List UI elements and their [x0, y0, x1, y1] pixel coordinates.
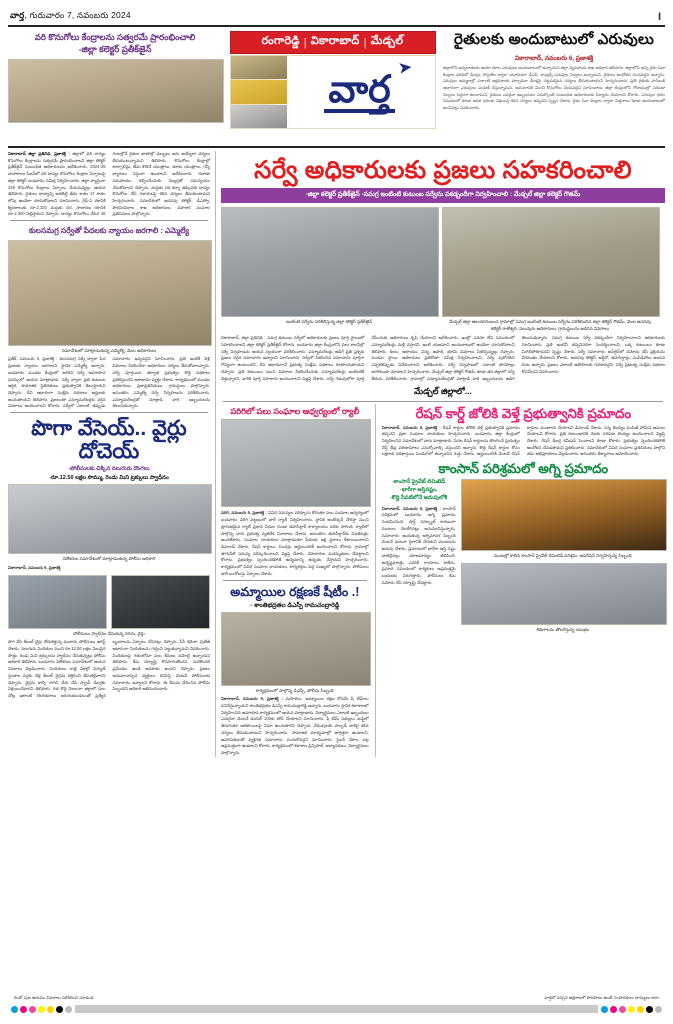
- left-story3-headline: పొగా వేసెయ్.. వైర్లు దోచెయ్: [31, 417, 187, 464]
- thumb-statue-icon: [231, 80, 287, 103]
- footer-note-right: వార్తలో వచ్చిన అక్షరాలలో పొరపాటు ఉంటే సంపాదకులు బాధ్యులు కారు: [544, 995, 659, 1000]
- left-story2-caption: సమావేశంలో మాట్లాడుతున్న ఎమ్మెల్యే, వెంట అధికారులు: [61, 347, 157, 353]
- left-story1-lead-text: వికారాబాద్ జిల్లా ప్రతినిధి, ప్రజాశక్తి :: [8, 151, 70, 156]
- reg-dot-black-right: [646, 1006, 653, 1013]
- masthead-left-headline-block: [8, 31, 222, 123]
- right-story1-text: రేషన్ కార్డుల జోలికి వెళ్తే ప్రభుత్వానికి ప్రమాదం తప్పదని ప్రజా సంఘాల నాయకులు హెచ్చరించారు. బుధవారం జిల్లా కేంద్రంలో నిర్వహించిన సమావేశంలో వారు మాట్లాడారు. పేదల రేషన్ కార్డులను తొలగించే ప్రయత్నం చేస్తే తీవ్ర పరిణామాలు ఎదుర్కోవాల్సి వస్తుందని అన్నారు. కొత్త రేషన్ కార్డుల కోసం లక్షలాది దరఖాస్తులు పెండింగ్‌లో ఉన్నాయని గుర్తు చేశారు. అర్హులందరికీ వెంటనే రేషన్ కార్డులు మంజూరు చేయాలని డిమాండ్ చేశారు. సన్న బియ్యం పంపిణీ హామీని అమలు చేయాలని కోరారు. ప్రతి కుటుంబానికి నెలకు సరిపడా బియ్యం అందించాలని విజ్ఞప్తి చేశారు. రేషన్ డీలర్ల కమీషన్ పెంచాలని కూడా కోరారు. ప్రభుత్వం స్పందించకపోతే ఆందోళన చేపడతామని ప్రకటించారు. సమావేశంలో వివిధ సంఘాల ప్రతినిధులు పాల్గొని తమ అభిప్రాయాలు వెల్లడించారు. అనంతరం తీర్మానాలు ఆమోదించారు.: [381, 424, 665, 457]
- left-story3-caption2: పోలీసులు స్వాధీనం చేసుకున్న నగదు, వైర్లు: [73, 630, 145, 636]
- district-vikarabad: వికారాబాద్: [310, 35, 360, 47]
- mid-story2-body: [221, 696, 369, 756]
- photo-accused-lineup: [8, 575, 107, 629]
- left-story2-body: ప్రతీక్, నవంబరు 6, ప్రజాశక్తి : కులసమగ్ర సర్వే ద్వారా పేద ప్రజలకు న్యాయం జరగాలని స్థానిక ఎమ్మెల్యే అన్నారు. బుధవారం మండల కేంద్రంలో జరిగిన సర్వే అవగాహన సదస్సులో ఆయన మాట్లాడారు. సర్వే ద్వారా ప్రతి కుటుంబ ఆర్థిక, సామాజిక స్థితిగతులు ప్రభుత్వానికి తెలుస్తాయని చెప్పారు. దీని ఆధారంగా సంక్షేమ పథకాలు అర్హులకు అందుతాయని తెలిపారు. ప్రజలంతా ఎన్యూమరేటర్లకు సరైన వివరాలు అందించాలని కోరారు. సర్వేలో ఎలాంటి తప్పుడు సమాచారం ఇవ్వవద్దని సూచించారు. ప్రతి ఇంటికీ వెళ్లి వివరాలు సేకరించేలా అధికారులు చర్యలు తీసుకోవాలన్నారు. సర్వే పూర్తయిన తర్వాత ప్రభుత్వం కొత్త పథకాలు ప్రకటిస్తుందని ఆశాభావం వ్యక్తం చేశారు. కార్యక్రమంలో మండల అధికారులు, ప్రజాప్రతినిధులు, గ్రామస్థులు పాల్గొన్నారు. అనంతరం ఎమ్మెల్యే సర్వే నిర్వహణను పరిశీలించారు. ఎన్యూమరేటర్లతో మాట్లాడి వారి ఇబ్బందులను తెలుసుకున్నారు.: [8, 356, 210, 409]
- main-story-caption-left: ఇంటింటి సర్వేను పరిశీలిస్తున్న జిల్లా కలెక్టర్ ప్రతీక్‌జైన్: [285, 319, 373, 325]
- thumb-bus-icon: [231, 105, 287, 128]
- registration-bar: [75, 1005, 598, 1013]
- mid-story2-sub: - శాంతిభద్రతల డిఎస్పీ రామచంద్రారెడ్డి: [250, 601, 340, 609]
- right-story2-body: [382, 506, 456, 587]
- left-column: [8, 151, 210, 757]
- masthead-right-story: [443, 31, 665, 111]
- bird-icon: ➤: [396, 57, 414, 78]
- masthead-right-headline: రైతులకు అందుబాటులో ఎరువులు: [454, 31, 654, 48]
- registration-marks-row: [8, 1004, 665, 1014]
- main-story-caption-right: మేడ్చల్ జిల్లా ఆలయానుబంధ గ్రామాల్లో సమగ్ర ఇంటింటి కుటుంబ సర్వేను పరిశీలించిన జిల్లా కలెక్టర్ గౌతమ్, వెంట అదనపు కలెక్టర్ రాజేశ్వరి, పలువురు అధికారులు, గ్రామస్థులను అడిగిన వివరాలు: [448, 319, 652, 331]
- left-story3-byline: [8, 565, 210, 572]
- right-story1-headline: రేషన్ కార్డ్ జోలికి వెళ్తే ప్రభుత్వానికి ప్రమాదం: [415, 406, 632, 422]
- photo-dsp-shetheam-awareness: [221, 612, 371, 686]
- left-story1-body: [8, 151, 210, 218]
- mid-story1-body: [221, 510, 369, 577]
- left-story1-text: జిల్లాలో వరి ధాన్యం కొనుగోలు కేంద్రాలను సత్వరమే ప్రారంభించాలని జిల్లా కలెక్టర్ ప్రతీక్‌జైన్ సంబంధిత అధికారులను ఆదేశించారు. 2024-25 వానాకాలం సీజన్‌లో వరి ధాన్యం కొనుగోలు కేంద్రాల ఏర్పాటుపై జిల్లా కలెక్టర్ బుధవారం సమీక్ష నిర్వహించారు. జిల్లా వ్యాప్తంగా 236 కొనుగోలు కేంద్రాలు ఏర్పాటు చేయనున్నట్లు ఆయన తెలిపారు. రైతులు ధాన్యాన్ని ఆరబెట్టి తేమ శాతం 17 శాతం లోపు ఉండేలా చూసుకోవాలని సూచించారు. గ్రేడ్-ఏ రకానికి క్వింటాలుకు రూ.2,320 మద్దతు ధర, సాధారణ రకానికి రూ.2,300 చెల్లిస్తామని చెప్పారు. ధాన్యం కొనుగోలు చేసిన 48 గంటల్లోనే రైతుల ఖాతాల్లో డబ్బులు జమ అయ్యేలా చర్యలు తీసుకుంటున్నామని తెలిపారు. కొనుగోలు కేంద్రాల్లో టార్పాలిన్లు, తేమ కొలిచే యంత్రాలు, తూకం యంత్రాలు, గన్నీ బ్యాగులు సిద్ధంగా ఉంచాలని ఆదేశించారు. రవాణా సదుపాయం కల్పించేందుకు మిల్లర్లతో సమన్వయం చేసుకోవాలని చెప్పారు. మద్దతు ధర కన్నా తక్కువకు ధాన్యం కొనుగోలు చేసే దళారులపై కఠిన చర్యలు తీసుకుంటామని హెచ్చరించారు. సమావేశంలో అదనపు కలెక్టర్, డీఎస్వో, పౌరసరఫరాల శాఖ అధికారులు, సహకార సంఘాల ప్రతినిధులు పాల్గొన్నారు.: [8, 151, 210, 217]
- photo-collector-office-meeting: [8, 59, 224, 123]
- masthead-left-headline: [8, 31, 222, 56]
- left-story3-caption1: విలేకరుల సమావేశంలో మాట్లాడుతున్న పోలీసు అధికారి: [62, 556, 156, 562]
- reg-dot-pink-right: [619, 1006, 626, 1013]
- left-story1-lead: [8, 151, 70, 156]
- left-divider-2: [10, 412, 208, 413]
- reg-dot-cyan-left: [11, 1006, 18, 1013]
- main-story-subheading: మేడ్చల్ జిల్లాలో...: [414, 386, 472, 397]
- right-story2-sub3: -కొద్ది సేపటిలోనే అదుపులోకి: [389, 494, 448, 501]
- mid-divider-1: [223, 580, 367, 581]
- left-story2-headline: కులసమగ్ర సర్వేతో పేదలకు న్యాయం జరగాలి : ఎమ్మెల్యే: [28, 226, 190, 236]
- right-story1-byline: వికారాబాద్, నవంబరు 6, ప్రజాశక్తి :: [381, 424, 441, 430]
- masthead-district-banner: [230, 31, 436, 54]
- dateline: [10, 10, 131, 23]
- masthead-logo-block: [230, 31, 436, 129]
- right-story2-headline: కాంసాన్ పరిశ్రమలో అగ్ని ప్రమాదం: [438, 461, 609, 477]
- masthead-left-headline-line2: -జిల్లా కలెక్టర్ ప్రతీక్‌జైన్: [78, 44, 152, 55]
- mid-story1-byline: పరిగి, నవంబరు 6, ప్రజాశక్తి :: [221, 510, 267, 516]
- reg-dot-grey-left: [65, 1006, 72, 1013]
- right-story2-media: [382, 479, 665, 633]
- registration-dots-right: [598, 1006, 665, 1013]
- masthead-left-headline-line1: వరి కొనుగోలు కేంద్రాలను సత్వరమే ప్రారంభించాలి: [34, 32, 196, 42]
- center-right-area: [215, 151, 665, 757]
- registration-dots-left: [8, 1006, 75, 1013]
- right-story1-body: [382, 425, 665, 459]
- page-number: I: [657, 11, 661, 23]
- main-story-photos: [221, 207, 665, 332]
- reg-dot-gold-left: [47, 1006, 54, 1013]
- masthead-right-byline: వికారాబాద్, నవంబరు 6, ప్రజాశక్తి: [514, 55, 594, 62]
- center-divider-1: [223, 401, 663, 402]
- dateline-paper-name: వార్త: [10, 10, 25, 20]
- mid-story1-text: వివిధ సమస్యల పరిష్కారం కోరుతూ పలు సంఘాల ఆధ్వర్యంలో బుధవారం పరిగి పట్టణంలో భారీ ర్యాలీ నిర్వహించారు. స్థానిక అంబేద్కర్ చౌరస్తా నుంచి ప్రారంభమైన ర్యాలీ ప్రధాన వీధుల గుండా తహసీల్దార్ కార్యాలయం వరకు సాగింది. ర్యాలీలో పాల్గొన్న వారు ప్రభుత్వ వ్యతిరేక నినాదాలు చేశారు. అనంతరం తహసీల్దార్‌కు వినతిపత్రం అందజేశారు. సంఘాల నాయకులు మాట్లాడుతూ పేదలకు ఇళ్ల స్థలాలు కేటాయించాలని డిమాండ్ చేశారు. రేషన్ కార్డులు, పింఛన్లు అర్హులందరికీ అందించాలని కోరారు. గ్రామాల్లో తాగునీటి సమస్య పరిష్కరించాలని విజ్ఞప్తి చేశారు. రహదారుల మరమ్మతులు చేపట్టాలని కోరారు. ప్రభుత్వం స్పందించకపోతే ఉద్యమాన్ని ఉధృతం చేస్తామని హెచ్చరించారు. కార్యక్రమంలో వివిధ సంఘాల నాయకులు, కార్యకర్తలు పెద్ద సంఖ్యలో పాల్గొన్నారు. పోలీసులు భారీ బందోబస్తు ఏర్పాటు చేశారు.: [221, 510, 369, 576]
- photo-excavator-debris: [461, 563, 667, 625]
- masthead: [6, 27, 667, 143]
- district-separator-2: |: [363, 36, 367, 49]
- left-divider-1: [10, 220, 208, 221]
- page-footer: [0, 995, 673, 1014]
- masthead-logo-wrap: [230, 55, 436, 129]
- reg-dot-gold-right: [637, 1006, 644, 1013]
- left-story3-body: పొగ వేసి కేబుల్ వైర్లు దోచుకెళ్తున్న ముఠాను పోలీసులు అరెస్ట్ చేశారు. నలుగురు నిందితుల నుంచి రూ.12.50 లక్షల విలువైన సొత్తు, రెండు మిని ట్రక్కులను స్వాధీనం చేసుకున్నట్లు పోలీసు అధికారి తెలిపారు. బుధవారం విలేకరుల సమావేశంలో ఆయన వివరాలు వెల్లడించారు. నిందితులు రాత్రి వేళల్లో విద్యుత్ స్తంభాల వద్దకు వెళ్లి కేబుల్ వైర్లను కత్తిరించి తీసుకెళ్లేవారని చెప్పారు. వైర్లను కాల్చి రాగిని వేరు చేసి స్క్రాప్ డీలర్లకు విక్రయించేవారని తెలిపారు. గత కొద్ది నెలలుగా జిల్లాలో పలు చోట్ల ఇలాంటి దొంగతనాలు జరుగుతుండటంతో ప్రత్యేక బృందాలను ఏర్పాటు చేసినట్లు చెప్పారు. సీసీ కెమెరా ఫుటేజీ ఆధారంగా నిందితులను గుర్తించి పట్టుకున్నామని వివరించారు. నిందితులపై గతంలోనూ పలు కేసులు నమోదై ఉన్నాయని తెలిపారు. కేసు దర్యాప్తు కొనసాగుతోందని, మరికొందరి ప్రమేయం ఉండే అవకాశం ఉందని చెప్పారు. ప్రజలు అనుమానాస్పద వ్యక్తులు కనిపిస్తే వెంటనే పోలీసులకు సమాచారం ఇవ్వాలని కోరారు. ఈ కేసును ఛేదించిన పోలీసు సిబ్బందిని అధికారి అభినందించారు.: [8, 639, 210, 699]
- left-story3-byline-text: వికారాబాద్, నవంబరు 6, ప్రజాశక్తి: [8, 564, 61, 570]
- right-story2-text: కాంసాన్ పరిశ్రమలో బుధవారం అగ్ని ప్రమాదం సంభవించింది. షార్ట్ సర్క్యూట్ కారణంగా మంటలు చెలరేగినట్లు అనుమానిస్తున్నారు. సమాచారం అందుకున్న అగ్నిమాపక సిబ్బంది వెంటనే ఘటనా స్థలానికి చేరుకుని మంటలను అదుపు చేశారు. ప్రమాదంలో భారీగా ఆస్తి నష్టం వాటిల్లినట్లు యాజమాన్యం తెలిపింది. అదృష్టవశాత్తు ఎవరికీ గాయాలు కాలేదు. ప్రమాద సమయంలో కార్మికులు అప్రమత్తమై బయటకు పరుగెత్తారు. పోలీసులు కేసు నమోదు చేసి దర్యాప్తు చేపట్టారు.: [381, 505, 456, 585]
- reg-dot-black-left: [56, 1006, 63, 1013]
- reg-dot-pink-left: [29, 1006, 36, 1013]
- main-grid: [6, 148, 667, 757]
- district-separator-1: |: [303, 36, 307, 49]
- left-story3-sub2: -రూ.12.50 లక్షల సొమ్ము, రెండు మిని ట్రక్కులు స్వాధీనం: [49, 475, 169, 482]
- reg-dot-magenta-right: [610, 1006, 617, 1013]
- main-story-body: వికారాబాద్, జిల్లా ప్రతినిధి : సమగ్ర కుటుంబ సర్వేలో అధికారులకు ప్రజలు పూర్తి స్థాయిలో సహకరించాలని జిల్లా కలెక్టర్ ప్రతీక్‌జైన్ కోరారు. బుధవారం జిల్లా కేంద్రంలోని పలు కాలనీల్లో సర్వే నిర్వహణను ఆయన స్వయంగా పరిశీలించారు. ఎన్యూమరేటర్లు అడిగే ప్రతి ప్రశ్నకు ప్రజలు సరైన సమాచారం ఇవ్వాలని సూచించారు. సర్వేలో సేకరించిన సమాచారం పూర్తిగా గోప్యంగా ఉంటుందని, దీని ఆధారంగానే ప్రభుత్వ సంక్షేమ పథకాలు రూపొందుతాయని చెప్పారు. ప్రతి కుటుంబం నుంచి వివరాలు సేకరించేందుకు ఎన్యూమరేటర్లు ఇంటింటికీ వెళ్తున్నారని, వారికి పూర్తి సహకారం అందించాలని విజ్ఞప్తి చేశారు. సర్వే గడువులోగా పూర్తి చేసేందుకు అధికారులు కృషి చేయాలని ఆదేశించారు. ఇంట్లో ఎవరూ లేని సమయంలో ఎన్యూమరేటర్లు మళ్లీ వస్తారని, ఇంటి యజమాని అందుబాటులో ఉండేలా చూసుకోవాలని తెలిపారు. కులం, ఆదాయం, విద్య, ఉపాధి, భూమి వివరాలు సేకరిస్తున్నట్లు చెప్పారు. మండల స్థాయి అధికారులు ప్రతిరోజూ సమీక్ష నిర్వహించాలని, సర్వే పురోగతిని ఎప్పటికప్పుడు నివేదించాలని ఆదేశించారు. సర్వే నిర్వహణలో ఎలాంటి పొరపాట్లు జరగకుండా చూడాలని హెచ్చరించారు. మేడ్చల్ జిల్లా కలెక్టర్ గౌతమ్ కూడా తన జిల్లాలో సర్వే తీరును పరిశీలించారు. గ్రామాల్లో ఎన్యూమరేటర్లతో మాట్లాడి వారి ఇబ్బందులను అడిగి తెలుసుకున్నారు. సమగ్ర కుటుంబ సర్వే పకడ్బందీగా నిర్వహించాలని అధికారులకు సూచించారు. ప్రతి ఇంటినీ తప్పనిసరిగా సందర్శించాలని, ఒక్క కుటుంబం కూడా మిగిలిపోకూడదని స్పష్టం చేశారు. సర్వే సమాచారం ఆన్‌లైన్‌లో నమోదు చేసే ప్రక్రియను వేగవంతం చేయాలని కోరారు. అదనపు కలెక్టర్, ఆర్డీవో, తహసీల్దార్లు, ఎంపీడీవోలు ఆయన వెంట ఉన్నారు. ప్రజలు ఎలాంటి అపోహలకు గురికావద్దని, సర్వే ప్రభుత్వ సంక్షేమ పథకాల కోసమేనని వివరించారు.: [221, 335, 665, 381]
- footer-note-left: రెండో పుట ఉరుము వివరాలు పరిశీలించి చూడండి: [14, 995, 94, 1000]
- photo-police-press-meet-accused: [8, 484, 212, 554]
- reg-dot-magenta-left: [20, 1006, 27, 1013]
- right-story2-sub2: -భారీగా ఆస్తినష్టం,: [400, 487, 438, 494]
- main-story-headline: సర్వే అధికారులకు ప్రజలు సహకరించాలి: [254, 157, 632, 184]
- mid-story2-headline: అమ్మాయిల రక్షణకే షీటీం .!: [230, 584, 360, 599]
- photo-officials-survey-household: [442, 207, 660, 317]
- reg-dot-cyan-right: [601, 1006, 608, 1013]
- right-story2-caption-small: శిథిలాలను తొలగిస్తున్న యంత్రం: [536, 626, 590, 632]
- reg-dot-grey-right: [655, 1006, 662, 1013]
- district-medchal: మేడ్చల్: [370, 35, 404, 47]
- left-story3-sub1: -పోలీసులకు చిక్కిన నలుగురు దొంగలు: [68, 466, 150, 473]
- photo-collector-survey-street: [221, 207, 439, 317]
- thumb-temple-icon: [231, 56, 287, 79]
- dateline-bar: [8, 0, 665, 27]
- right-story2-photos: [461, 479, 665, 633]
- reg-dot-yellow-left: [38, 1006, 45, 1013]
- district-rangareddy: రంగారెడ్డి: [261, 35, 300, 47]
- masthead-right-body: జిల్లాలోని అన్నదాతలకు ఆయా రకాల ఎరువులు అందుబాటులో ఉన్నాయని జిల్లా వ్యవసాయ శాఖ అధికారి తెలిపారు. జిల్లాలోని అన్ని రైతు సేవా కేంద్రాల పరిధిలో డీలర్లు, సొసైటీల ద్వారా యూరియా, డీఏపీ, కాంప్లెక్స్ ఎరువుల నిల్వలు ఉన్నాయని, రైతులు ఆందోళన చెందవద్దని అన్నారు. ఎరువుల అమ్మకాల్లో ఎలాంటి అక్రమాలకు పాల్పడినా డీలర్లపై చట్టపరమైన చర్యలు తీసుకుంటామని హెచ్చరించారు. ప్రతి రైతుకు పాస్‌బుక్ ఆధారంగా ఎరువులు పంపిణీ చేస్తున్నామని, అవసరానికి మించి కొనుగోలు చేయవద్దని సూచించారు. జిల్లా కేంద్రంలోని గోదాముల్లో సరిపడా నిల్వలు సిద్ధంగా ఉంచామని, రైతులు ఎవరైనా ఇబ్బందులు ఎదుర్కొంటే సంబంధిత అధికారులకు ఫిర్యాదు చేయాలని కోరారు. ఎరువుల ధరల విషయంలో కూడా అధిక ధరలకు విక్రయిస్తే కఠిన చర్యలు తప్పవని స్పష్టం చేశారు. రైతు సేవా కేంద్రాల ద్వారా విత్తనాలు కూడా అందుబాటులో ఉంచినట్లు వివరించారు.: [443, 65, 665, 110]
- right-story2-byline: వికారాబాద్, నవంబరు 6, ప్రజాశక్తి :: [381, 505, 441, 511]
- mid-column: [221, 404, 369, 756]
- mid-story2-byline: వికారాబాద్, నవంబరు 6, ప్రజాశక్తి :: [221, 696, 283, 702]
- masthead-logo-text: వార్త: [324, 73, 394, 113]
- photo-factory-fire-flames: [461, 479, 667, 551]
- footer-notes: [8, 995, 665, 1004]
- mid-story2-caption: కార్యక్రమంలో పాల్గొన్న డిఎస్పీ, పోలీసు సిబ్బంది: [255, 687, 334, 693]
- photo-rally-street-procession: [221, 419, 371, 507]
- lower-split: [221, 404, 665, 756]
- left-story3-photo-pair: [8, 575, 210, 629]
- right-story2-sub1: -కాంసాన్ ప్రైవేట్ లిమిటెడ్: [392, 479, 446, 486]
- photo-seized-cash-bundles: [111, 575, 210, 629]
- masthead-thumbnail-strip: [231, 56, 287, 128]
- mid-story1-headline: పరిగిలో పలు సంఘాల ఆధ్వర్యంలో ర్యాలీ: [230, 407, 360, 417]
- right-story2-caption-fire: మంటల్లో కాలిన కాంసాన్ ప్రైవేట్ లిమిటెడ్ పరిశ్రమ, ఆపరేషన్ నిర్వహిస్తున్న సిబ్బంది: [493, 553, 632, 559]
- dateline-date: , గురువారం 7, నవంబరు 2024: [24, 10, 131, 20]
- photo-mla-meeting-dais: [8, 240, 212, 346]
- right-column: [375, 404, 665, 756]
- main-story: [221, 151, 665, 399]
- right-story2-subheads: [382, 479, 456, 633]
- reg-dot-yellow-right: [628, 1006, 635, 1013]
- mid-story2-text: మహిళలు, అమ్మాయిల రక్షణ కోసమే షీ టీమ్‌లు పనిచేస్తున్నాయని శాంతిభద్రతల డిఎస్పీ రామచంద్రారెడ్డి అన్నారు. బుధవారం స్థానిక కళాశాలలో నిర్వహించిన అవగాహన కార్యక్రమంలో ఆయన మాట్లాడారు. విద్యార్థినులు ఎలాంటి ఇబ్బందులు ఎదురైనా వెంటనే డయల్ 100కు ఫోన్ చేయాలని సూచించారు. షీ టీమ్ సభ్యులు మఫ్టీలో తిరుగుతూ ఆకతాయిలపై నిఘా ఉంచుతారని చెప్పారు. వేధింపులకు పాల్పడే వారిపై కఠిన చర్యలు తీసుకుంటామని హెచ్చరించారు. సామాజిక మాధ్యమాల్లో జాగ్రత్తగా ఉండాలని, అపరిచితులతో వ్యక్తిగత సమాచారం పంచుకోవద్దని సూచించారు. సైబర్ నేరాల పట్ల అప్రమత్తంగా ఉండాలని కోరారు. కార్యక్రమంలో కళాశాల ప్రిన్సిపాల్, అధ్యాపకులు, విద్యార్థినులు పాల్గొన్నారు.: [221, 696, 369, 755]
- main-story-subbar: -జిల్లా కలెక్టర్ ప్రతీక్‌జైన్ -సమగ్ర ఇంటింటి కుటుంబ సర్వేను పకడ్బందీగా నిర్వహించాలి : మేడ్చల్ జిల్లా కలెక్టర్ గౌతమ్: [221, 188, 665, 203]
